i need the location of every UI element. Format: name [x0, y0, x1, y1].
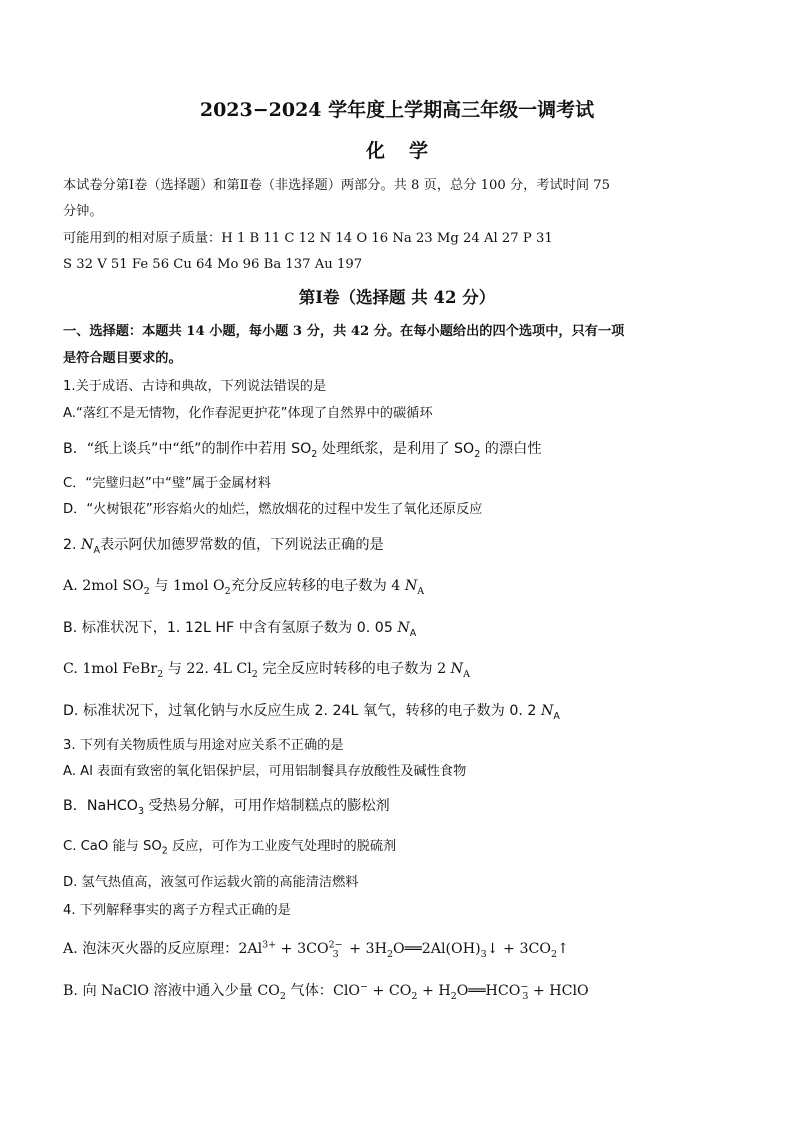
q2-option-d: D. 标准状况下，过氧化钠与水反应生成 2. 24L 氧气，转移的电子数为 0. 2 $N_A$ — [63, 703, 560, 722]
intro-line-1: 本试卷分第Ⅰ卷（选择题）和第Ⅱ卷（非选择题）两部分。共 8 页，总分 100 分，考试时间 75 — [63, 178, 611, 193]
atomic-mass-line-1: 可能用到的相对原子质量：H 1 B 11 C 12 N 14 O 16 Na 23 Mg 24 Al 27 P 31 — [63, 231, 553, 246]
q4-stem: 4. 下列解释事实的离子方程式正确的是 — [63, 903, 291, 918]
atomic-mass-line-2: S 32 V 51 Fe 56 Cu 64 Mo 96 Ba 137 Au 197 — [63, 257, 363, 272]
q4-option-a: A. 泡沫灭火器的反应原理：$2Al^{3+} + 3CO^{2-}_3$ + $3H_2O══2Al(OH)_3↓$ + $3CO_2↑$ — [63, 939, 569, 960]
exam-title: 2023−2024 学年度上学期高三年级一调考试 — [199, 99, 595, 121]
section-instruction-1: 一、选择题：本题共 14 小题，每小题 3 分，共 42 分。在每小题给出的四个选项中，只有一项 — [63, 324, 625, 339]
q1-option-c: C．“完璧归赵”中“璧”属于金属材料 — [63, 476, 271, 491]
q3-option-b: B．NaHCO$_3$ 受热易分解，可用作焙制糕点的膨松剂 — [63, 798, 390, 817]
q1-option-a: A.“落红不是无情物，化作春泥更护花”体现了自然界中的碳循环 — [63, 406, 433, 421]
q2-option-b: B. 标准状况下，1. 12L HF 中含有氢原子数为 0. 05 $N_A$ — [63, 620, 417, 639]
q1-option-d: D．“火树银花”形容焰火的灿烂，燃放烟花的过程中发生了氧化还原反应 — [63, 502, 483, 517]
q1-option-b: B．“纸上谈兵”中“纸”的制作中若用 $SO_2$ 处理纸浆，是利用了 $SO_2$ 的漂白性 — [63, 441, 542, 460]
q2-option-a: A. 2mol $SO_2$ 与 1mol $O_2$充分反应转移的电子数为 4 $N_A$ — [63, 578, 425, 597]
q2-option-c: C. 1mol FeBr$_2$ 与 22. 4L $Cl_2$ 完全反应时转移的电子数为 2 $N_A$ — [63, 661, 470, 680]
q3-option-c: C. CaO 能与 $SO_2$ 反应，可作为工业废气处理时的脱硫剂 — [63, 839, 397, 857]
q3-option-a: A. Al 表面有致密的氧化铝保护层，可用铝制餐具存放酸性及碱性食物 — [63, 764, 467, 779]
q2-stem: 2. $N_A$表示阿伏加德罗常数的值，下列说法正确的是 — [63, 537, 384, 556]
q3-stem: 3. 下列有关物质性质与用途对应关系不正确的是 — [63, 738, 344, 753]
intro-line-2: 分钟。 — [63, 204, 103, 219]
q1-stem: 1.关于成语、古诗和典故，下列说法错误的是 — [63, 379, 327, 394]
q3-option-d: D. 氢气热值高，液氢可作运载火箭的高能清洁燃料 — [63, 875, 359, 890]
section-title: 第Ⅰ卷（选择题 共 42 分） — [298, 288, 496, 307]
subject-title: 化学 — [365, 140, 452, 162]
q4-option-b: B. 向 NaClO 溶液中通入少量 $CO_2$ 气体：$ClO^- + CO_2$ + $H_2O══HCO^-_3$ + HClO — [63, 981, 589, 1002]
section-instruction-2: 是符合题目要求的。 — [63, 351, 182, 366]
